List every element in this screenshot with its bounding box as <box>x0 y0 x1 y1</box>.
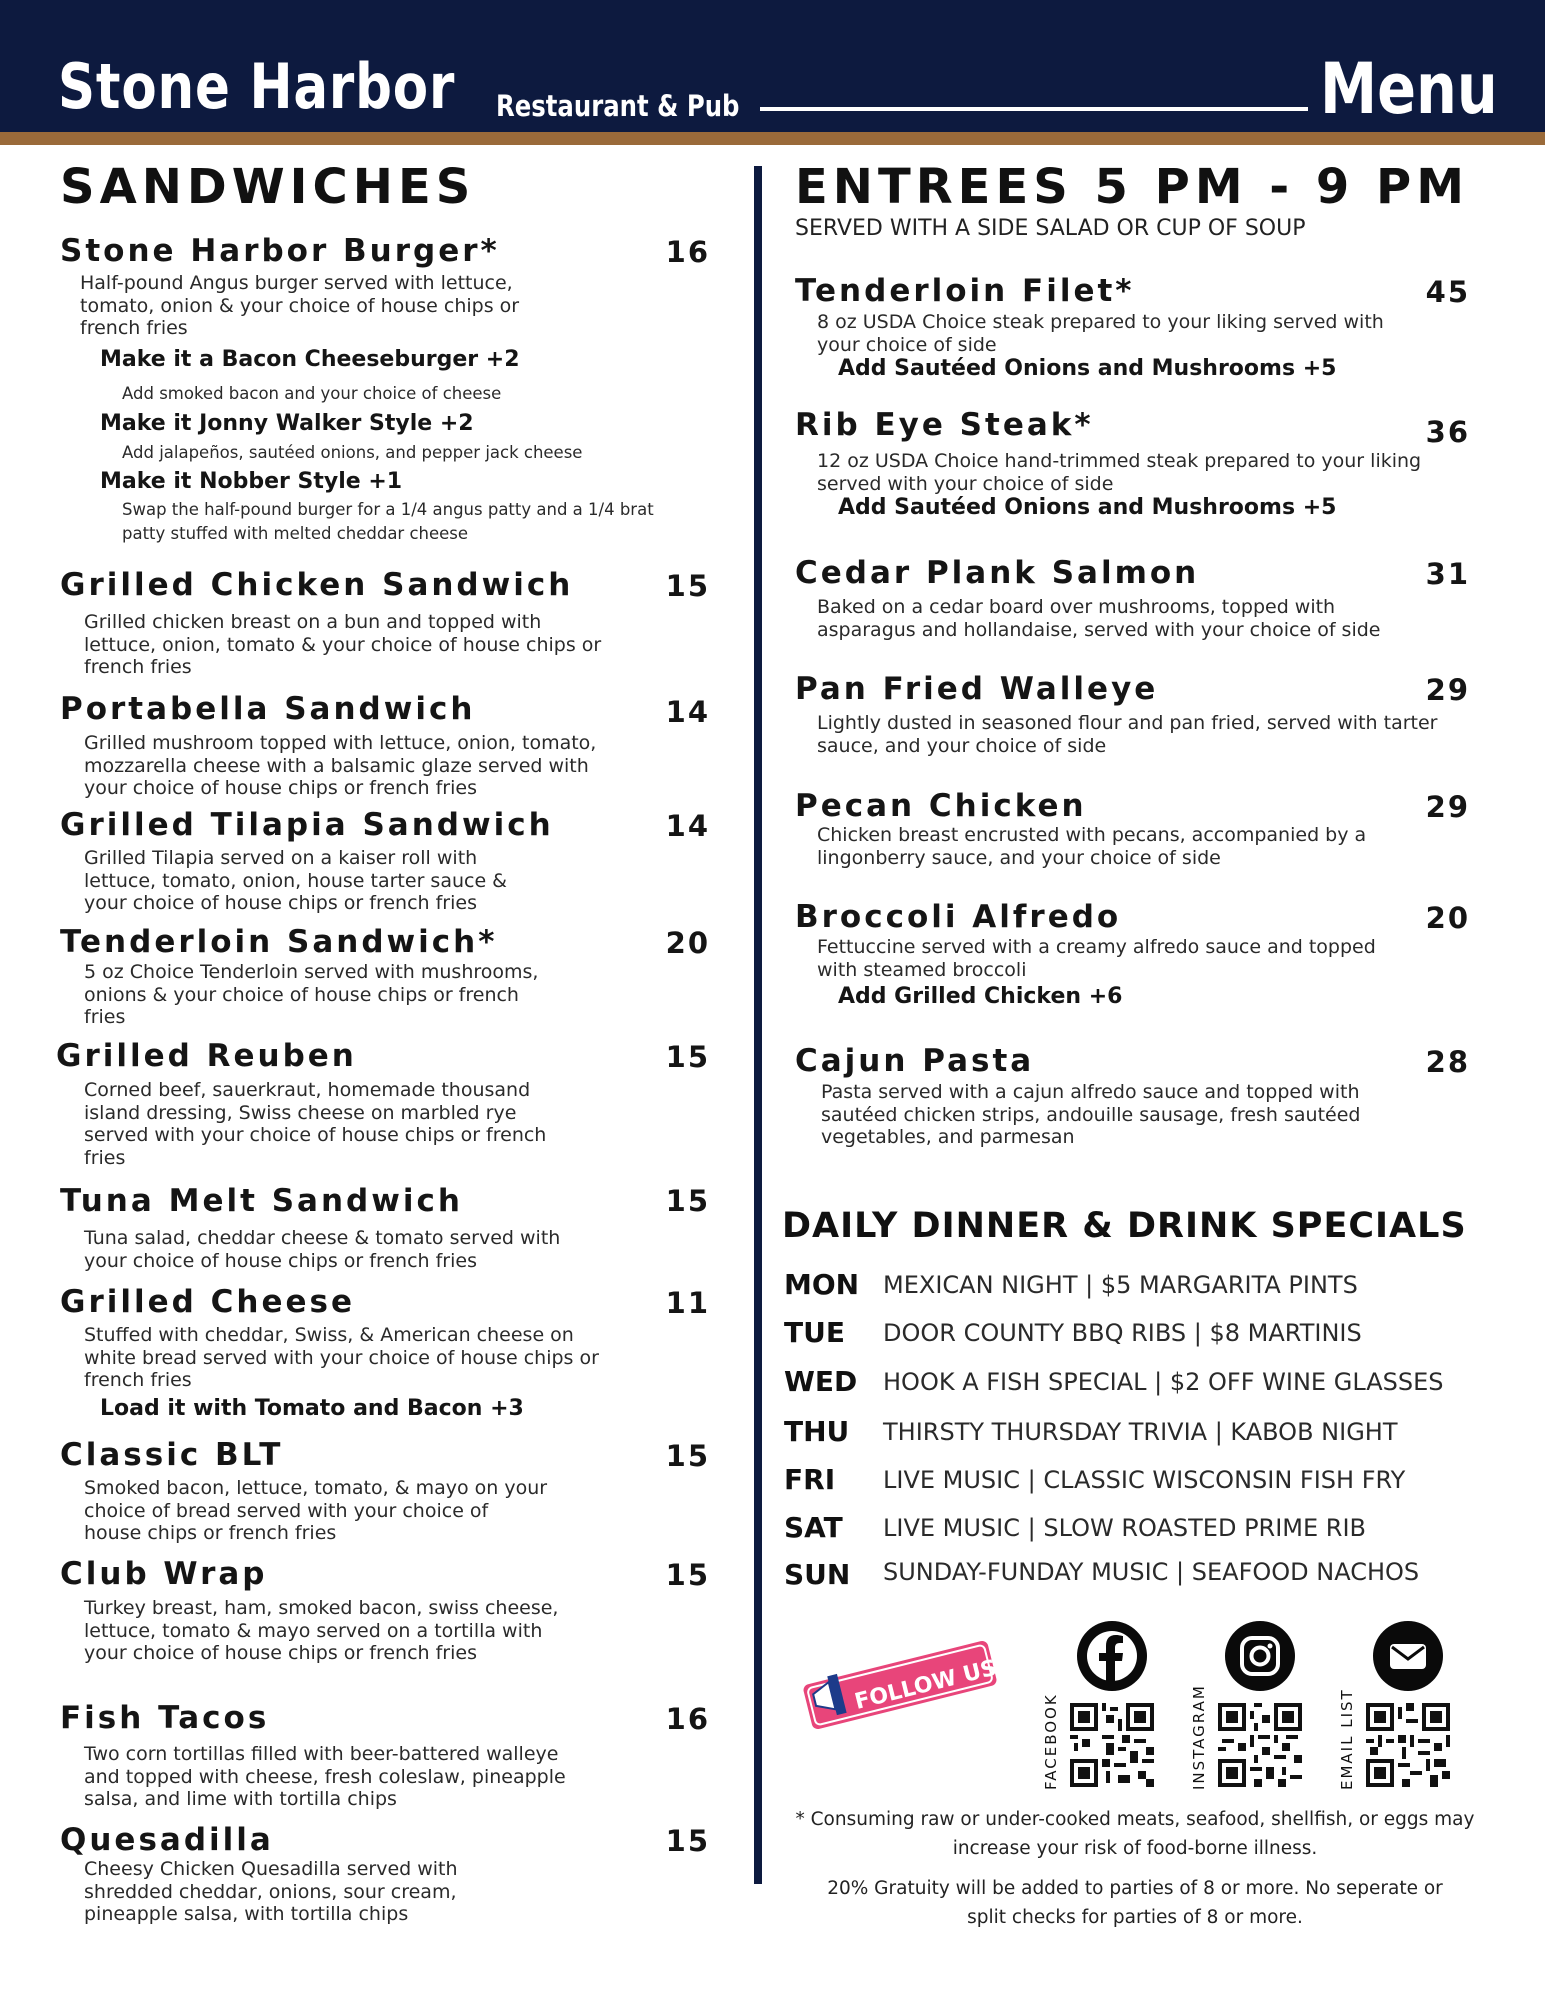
email-icon[interactable] <box>1373 1621 1443 1691</box>
brand-name: Stone Harbor <box>58 50 456 123</box>
day-label: SUN <box>784 1558 851 1591</box>
entree-price: 31 <box>1425 557 1470 591</box>
day-special: LIVE MUSIC | CLASSIC WISCONSIN FISH FRY <box>883 1466 1406 1494</box>
entree-name: Broccoli Alfredo <box>795 899 1122 935</box>
day-label: TUE <box>784 1316 845 1349</box>
instagram-qr-code[interactable] <box>1218 1703 1302 1787</box>
sandwich-price: 15 <box>665 1558 710 1592</box>
column-divider <box>754 166 762 1884</box>
entree-description: 12 oz USDA Choice hand-trimmed steak prepared to your liking served with your choice of side <box>817 450 1422 495</box>
entrees-title: ENTREES 5 PM - 9 PM <box>795 159 1469 215</box>
header-stripe <box>0 132 1545 145</box>
sandwich-description: Half-pound Angus burger served with lettuce, tomato, onion & your choice of house chips or french fries <box>80 272 520 339</box>
addon-option: Make it Nobber Style +1 <box>100 469 403 494</box>
day-label: WED <box>784 1365 858 1398</box>
sandwich-description: 5 oz Choice Tenderloin served with mushrooms, onions & your choice of house chips or french fries <box>84 961 539 1028</box>
sandwich-price: 15 <box>665 1040 710 1074</box>
sandwich-description: Tuna salad, cheddar cheese & tomato served with your choice of house chips or french fries <box>84 1227 561 1272</box>
sandwich-price: 16 <box>665 235 710 269</box>
sandwich-price: 15 <box>665 569 710 603</box>
day-label: SAT <box>784 1511 843 1544</box>
sandwich-description: Grilled chicken breast on a bun and topped with lettuce, onion, tomato & your choice of house chips or french fries <box>84 611 602 678</box>
day-special: HOOK A FISH SPECIAL | $2 OFF WINE GLASSES <box>883 1368 1444 1396</box>
sandwich-description: Two corn tortillas filled with beer-battered walleye and topped with cheese, fresh coleslaw, pineapple salsa, and lime with tortilla chips <box>84 1743 566 1810</box>
entree-description: Baked on a cedar board over mushrooms, topped with asparagus and hollandaise, served with your choice of side <box>817 596 1381 641</box>
gratuity-note: 20% Gratuity will be added to parties of 8 or more. No seperate or split checks for parties of 8 or more. <box>827 1878 1443 1928</box>
menu-label: Menu <box>1320 48 1498 130</box>
addon-option: Add Grilled Chicken +6 <box>838 984 1123 1009</box>
sandwich-price: 14 <box>665 809 710 843</box>
entree-description: Fettuccine served with a creamy alfredo sauce and topped with steamed broccoli <box>817 936 1376 981</box>
sandwich-description: Turkey breast, ham, smoked bacon, swiss cheese, lettuce, tomato & mayo served on a tortilla with your choice of house chips or french fries <box>84 1597 559 1664</box>
header-rule <box>760 107 1308 111</box>
facebook-icon[interactable] <box>1077 1621 1147 1691</box>
addon-option: Add Sautéed Onions and Mushrooms +5 <box>838 495 1337 520</box>
sandwich-name: Grilled Reuben <box>56 1038 357 1074</box>
day-special: MEXICAN NIGHT | $5 MARGARITA PINTS <box>883 1271 1358 1299</box>
brand-subtitle: Restaurant & Pub <box>496 89 740 123</box>
email-list-qr-code[interactable] <box>1366 1703 1450 1787</box>
addon-description: Swap the half-pound burger for a 1/4 angus patty and a 1/4 brat patty stuffed with melted cheddar cheese <box>122 500 654 543</box>
sandwich-name: Grilled Chicken Sandwich <box>60 567 574 603</box>
day-label: MON <box>784 1268 860 1301</box>
entree-name: Pecan Chicken <box>795 788 1087 824</box>
entree-description: 8 oz USDA Choice steak prepared to your liking served with your choice of side <box>817 311 1384 356</box>
sandwich-name: Fish Tacos <box>60 1700 270 1736</box>
day-label: THU <box>784 1415 850 1448</box>
entree-description: Lightly dusted in seasoned flour and pan fried, served with tarter sauce, and your choice of side <box>817 712 1438 757</box>
entree-description: Pasta served with a cajun alfredo sauce and topped with sautéed chicken strips, andouille sausage, fresh sautéed vegetables, and parmesan <box>821 1081 1361 1148</box>
sandwich-name: Club Wrap <box>60 1556 268 1592</box>
facebook-label: FACEBOOK <box>1042 1693 1060 1790</box>
follow-us-badge[interactable] <box>795 1630 1005 1740</box>
follow-us-label: FOLLOW US <box>852 1655 1000 1715</box>
entree-name: Cedar Plank Salmon <box>795 555 1200 591</box>
entree-price: 28 <box>1425 1045 1470 1079</box>
entree-price: 20 <box>1425 901 1470 935</box>
day-special: DOOR COUNTY BBQ RIBS | $8 MARTINIS <box>883 1319 1362 1347</box>
sandwich-description: Smoked bacon, lettuce, tomato, & mayo on your choice of bread served with your choice of house chips or french fries <box>84 1477 548 1544</box>
sandwich-name: Quesadilla <box>60 1822 274 1858</box>
sandwich-description: Cheesy Chicken Quesadilla served with shredded cheddar, onions, sour cream, pineapple salsa, with tortilla chips <box>84 1858 458 1925</box>
entree-name: Rib Eye Steak* <box>795 407 1094 443</box>
sandwich-name: Tuna Melt Sandwich <box>60 1183 463 1219</box>
sandwich-price: 16 <box>665 1702 710 1736</box>
instagram-label: INSTAGRAM <box>1190 1684 1208 1790</box>
sandwich-price: 11 <box>665 1286 710 1320</box>
specials-title: DAILY DINNER & DRINK SPECIALS <box>782 1206 1467 1246</box>
sandwich-name: Portabella Sandwich <box>60 691 476 727</box>
addon-description: Add smoked bacon and your choice of cheese <box>122 384 502 403</box>
sandwich-description: Stuffed with cheddar, Swiss, & American cheese on white bread served with your choice of house chips or french fries <box>84 1324 599 1391</box>
addon-description: Add jalapeños, sautéed onions, and pepper jack cheese <box>122 443 583 462</box>
sandwich-name: Tenderloin Sandwich* <box>60 924 498 960</box>
raw-food-warning: * Consuming raw or under-cooked meats, seafood, shellfish, or eggs may increase your risk of food-borne illness. <box>795 1809 1475 1859</box>
entree-price: 29 <box>1425 673 1470 707</box>
entree-name: Tenderloin Filet* <box>795 273 1135 309</box>
entrees-subtitle: SERVED WITH A SIDE SALAD OR CUP OF SOUP <box>795 216 1306 241</box>
entree-price: 36 <box>1425 415 1470 449</box>
sandwich-description: Grilled mushroom topped with lettuce, onion, tomato, mozzarella cheese with a balsamic glaze served with your choice of house chips or french fries <box>84 732 597 799</box>
day-special: SUNDAY-FUNDAY MUSIC | SEAFOOD NACHOS <box>883 1558 1420 1586</box>
sandwich-price: 15 <box>665 1184 710 1218</box>
sandwich-price: 15 <box>665 1439 710 1473</box>
entree-name: Pan Fried Walleye <box>795 671 1159 707</box>
sandwich-description: Grilled Tilapia served on a kaiser roll with lettuce, tomato, onion, house tarter sauce & your choice of house chips or french fries <box>84 847 508 914</box>
addon-option: Make it a Bacon Cheeseburger +2 <box>100 347 520 372</box>
entree-price: 45 <box>1425 275 1470 309</box>
sandwich-price: 20 <box>665 926 710 960</box>
instagram-icon[interactable] <box>1225 1621 1295 1691</box>
day-label: FRI <box>784 1463 836 1496</box>
sandwich-price: 14 <box>665 695 710 729</box>
sandwiches-title: SANDWICHES <box>60 159 476 215</box>
entree-name: Cajun Pasta <box>795 1043 1035 1079</box>
addon-option: Make it Jonny Walker Style +2 <box>100 411 474 436</box>
entree-description: Chicken breast encrusted with pecans, accompanied by a lingonberry sauce, and your choice of side <box>817 824 1367 869</box>
email-list-label: EMAIL LIST <box>1338 1688 1356 1790</box>
facebook-qr-code[interactable] <box>1070 1703 1154 1787</box>
sandwich-description: Corned beef, sauerkraut, homemade thousand island dressing, Swiss cheese on marbled rye served with your choice of house chips or french fries <box>84 1079 547 1169</box>
day-special: THIRSTY THURSDAY TRIVIA | KABOB NIGHT <box>883 1418 1398 1446</box>
sandwich-price: 15 <box>665 1824 710 1858</box>
sandwich-name: Stone Harbor Burger* <box>60 233 500 269</box>
entree-price: 29 <box>1425 790 1470 824</box>
day-special: LIVE MUSIC | SLOW ROASTED PRIME RIB <box>883 1514 1367 1542</box>
sandwich-name: Grilled Tilapia Sandwich <box>60 807 554 843</box>
sandwich-name: Grilled Cheese <box>60 1284 355 1320</box>
addon-option: Add Sautéed Onions and Mushrooms +5 <box>838 356 1337 381</box>
sandwich-name: Classic BLT <box>60 1437 284 1473</box>
addon-option: Load it with Tomato and Bacon +3 <box>100 1396 524 1421</box>
